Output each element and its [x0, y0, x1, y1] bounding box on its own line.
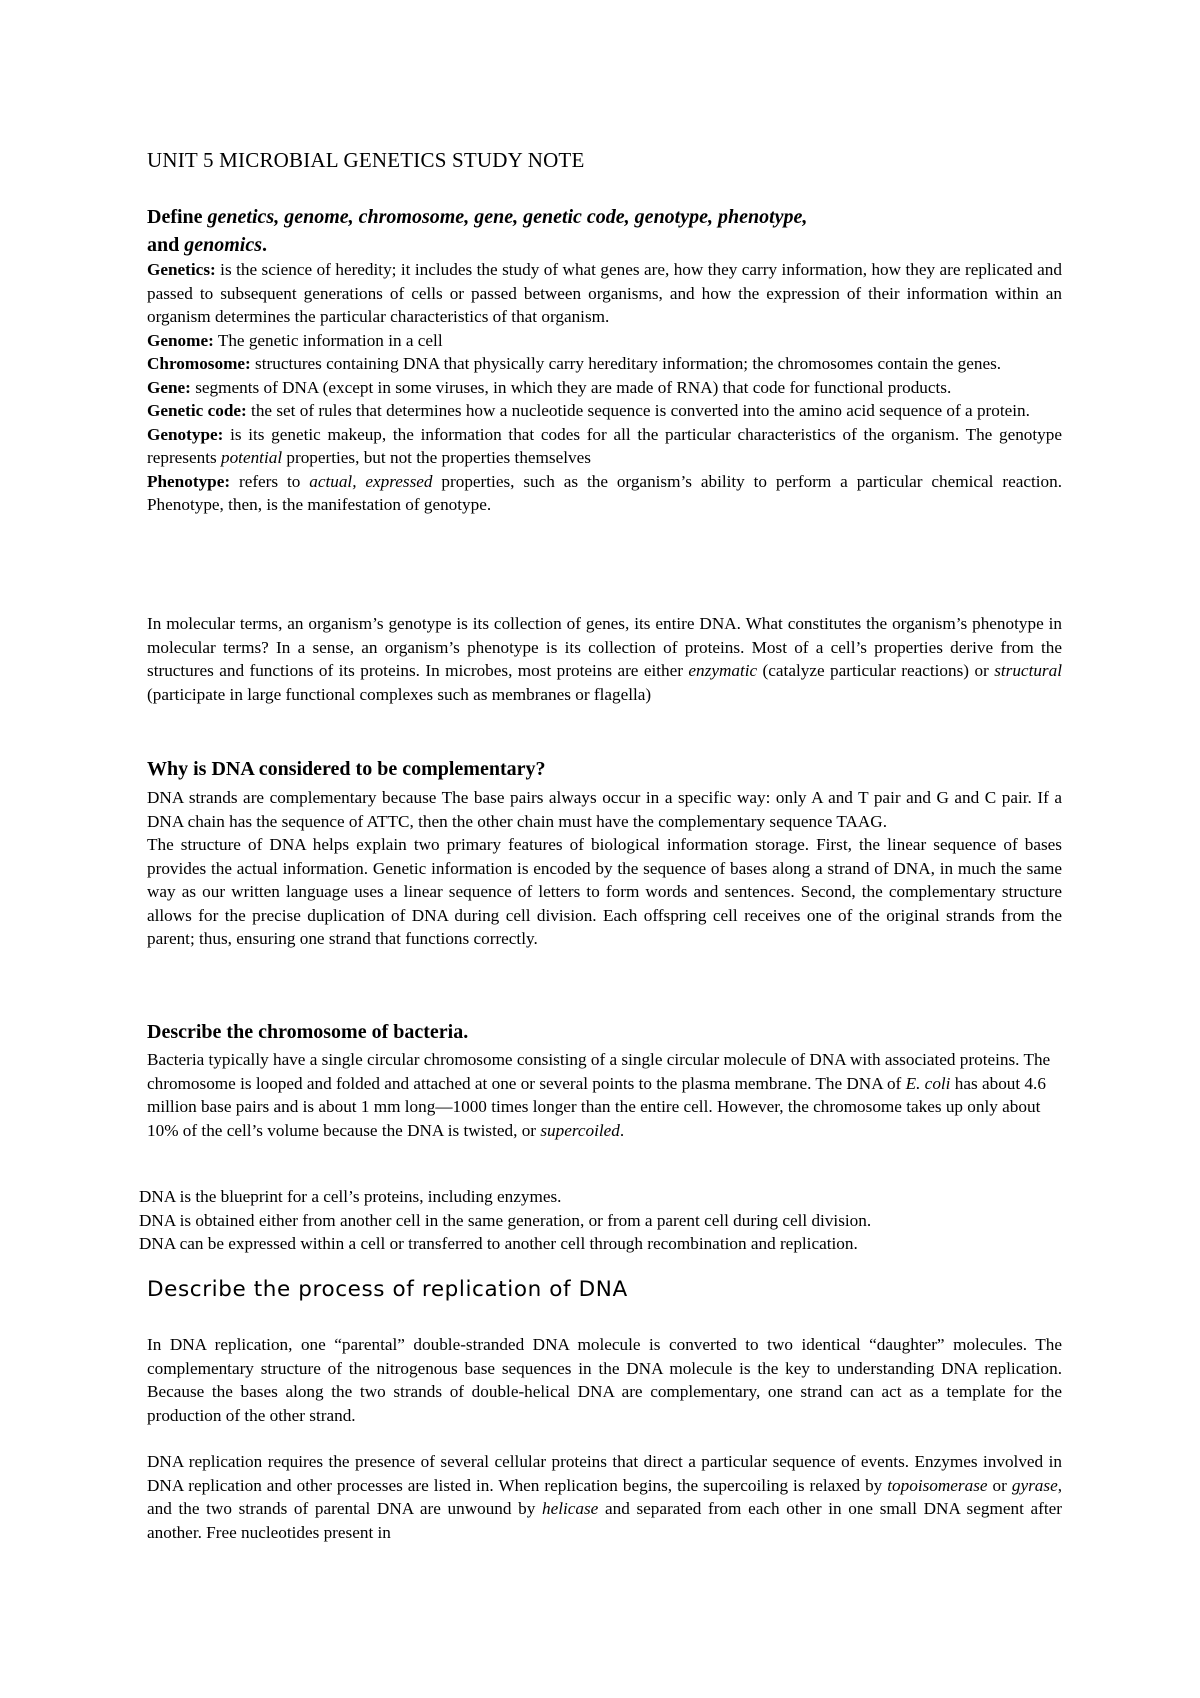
- definition-term: Genotype:: [147, 424, 224, 444]
- definition-italic: potential: [220, 448, 283, 467]
- definition-text: properties, such as the organism’s ability to perform a particular chemical reaction. Phenotype, then, is the manifestation of genotype.: [147, 471, 1062, 514]
- definition-term: Gene:: [147, 377, 191, 397]
- define-heading: [147, 203, 1062, 259]
- paragraph-italic: helicase: [542, 1499, 599, 1518]
- dna-statement: DNA is obtained either from another cell in the same generation, or from a parent cell during cell division.: [139, 1210, 872, 1230]
- paragraph-text: DNA replication requires the presence of several cellular proteins that direct a particular sequence of events. Enzymes involved in DNA replication and other processes are listed in. When replication begins, the supercoiling is relaxed by: [147, 1452, 1062, 1495]
- definition-text: the set of rules that determines how a nucleotide sequence is converted into the amino acid sequence of a protein.: [246, 401, 1030, 420]
- dna-statements: [139, 1185, 1069, 1256]
- paragraph-text: , and the two strands of parental DNA are unwound by: [147, 1475, 1062, 1518]
- definition-genome: [147, 329, 1062, 353]
- definition-text: is the science of heredity; it includes the study of what genes are, how they carry information, how they are replicated and passed to subsequent generations of cells or passed between organisms, and how the expression of their information within an organism determines the particular characteristics of that organism.: [147, 260, 1062, 326]
- complementary-heading: Why is DNA considered to be complementary?: [147, 758, 546, 780]
- definition-text: structures containing DNA that physically carry hereditary information; the chromosomes contain the genes.: [250, 354, 1002, 373]
- paragraph-text: .: [619, 1120, 625, 1140]
- replication-paragraph-1: In DNA replication, one “parental” double-stranded DNA molecule is converted to two identical “daughter” molecules. The complementary structure of the nitrogenous base sequences in the DNA molecule is the key to understanding DNA replication. Because the bases along the two strands of double-helical DNA are complementary, one strand can act as a template for the production of the other strand.: [147, 1335, 1062, 1425]
- paragraph-italic: gyrase: [1011, 1475, 1058, 1495]
- definition-genotype: [147, 423, 1062, 470]
- paragraph-italic: enzymatic: [688, 661, 758, 680]
- bacteria-heading: Describe the chromosome of bacteria.: [147, 1021, 469, 1043]
- paragraph-text: has about 4.6 million base pairs and is about 1 mm long—1000 times longer than the entire cell. However, the chromosome takes up only about 10% of the cell’s volume because the DNA is twisted, or: [147, 1073, 1046, 1140]
- paragraph-text: (catalyze particular reactions) or: [757, 661, 995, 680]
- paragraph-italic: E. coli: [905, 1073, 951, 1093]
- complementary-paragraph-2: The structure of DNA helps explain two primary features of biological information storage. First, the linear sequence of bases provides the actual information. Genetic information is encoded by the sequence of bases along a strand of DNA, in much the same way as our written language uses a linear sequence of letters to form words and sentences. Second, the complementary structure allows for the precise duplication of DNA during cell division. Each offspring cell receives one of the original strands from the parent; thus, ensuring one strand that functions correctly.: [147, 835, 1062, 948]
- definition-text: properties, but not the properties themselves: [282, 448, 591, 467]
- paragraph-text: (participate in large functional complexes such as membranes or flagella): [147, 684, 652, 704]
- definition-italic: actual, expressed: [309, 471, 433, 491]
- define-heading-period: .: [262, 234, 268, 256]
- define-heading-prefix: Define: [147, 206, 208, 228]
- paragraph-text: or: [987, 1475, 1012, 1495]
- complementary-section: [147, 786, 1062, 951]
- definition-term: Phenotype:: [147, 471, 231, 491]
- definition-term: Chromosome:: [147, 354, 251, 373]
- dna-statement: DNA can be expressed within a cell or transferred to another cell through recombination and replication.: [139, 1234, 858, 1253]
- definition-text: The genetic information in a cell: [213, 330, 443, 350]
- definition-genetics: [147, 258, 1062, 329]
- definition-gene: [147, 376, 1062, 400]
- replication-heading: Describe the process of replication of DNA: [147, 1277, 628, 1302]
- define-heading-terms: genetics, genome, chromosome, gene, genetic code, genotype, phenotype,: [207, 206, 808, 228]
- define-heading-and: and: [147, 234, 185, 256]
- definition-chromosome: [147, 352, 1062, 376]
- paragraph-italic: supercoiled: [540, 1120, 620, 1140]
- definition-text: is its genetic makeup, the information that codes for all the particular characteristics of the organism. The genotype represents: [147, 424, 1062, 467]
- definition-genetic-code: [147, 399, 1062, 423]
- paragraph-italic: topoisomerase: [887, 1475, 988, 1495]
- document-title: UNIT 5 MICROBIAL GENETICS STUDY NOTE: [147, 148, 585, 172]
- complementary-paragraph-1: DNA strands are complementary because The base pairs always occur in a specific way: only A and T pair and G and C pair. If a DNA chain has the sequence of ATTC, then the other chain must have the complementary sequence TAAG.: [147, 788, 1062, 831]
- paragraph-text: In molecular terms, an organism’s genotype is its collection of genes, its entire DNA. What constitutes the organism’s phenotype in molecular terms? In a sense, an organism’s phenotype is its collection of proteins. Most of a cell’s properties derive from the structures and functions of its proteins. In microbes, most proteins are either: [147, 614, 1062, 680]
- definition-term: Genome:: [147, 330, 214, 350]
- definition-term: Genetics:: [147, 260, 216, 279]
- bacteria-paragraph: [147, 1048, 1062, 1142]
- definition-phenotype: [147, 470, 1062, 517]
- define-heading-genomics: genomics: [184, 234, 263, 256]
- paragraph-text: Bacteria typically have a single circular chromosome consisting of a single circular molecule of DNA with associated proteins. The chromosome is looped and folded and attached at one or several points to the plasma membrane. The DNA of: [147, 1050, 1051, 1093]
- replication-paragraph-2: [147, 1450, 1062, 1544]
- definition-text: segments of DNA (except in some viruses, in which they are made of RNA) that code for functional products.: [190, 377, 952, 397]
- definition-text: refers to: [230, 471, 310, 491]
- molecular-terms-paragraph: [147, 612, 1062, 706]
- definitions-list: [147, 258, 1062, 517]
- paragraph-italic: structural: [994, 661, 1062, 680]
- dna-statement: DNA is the blueprint for a cell’s proteins, including enzymes.: [139, 1187, 562, 1206]
- definition-term: Genetic code:: [147, 401, 247, 420]
- paragraph-text: and separated from each other in one small DNA segment after another. Free nucleotides present in: [147, 1499, 1062, 1542]
